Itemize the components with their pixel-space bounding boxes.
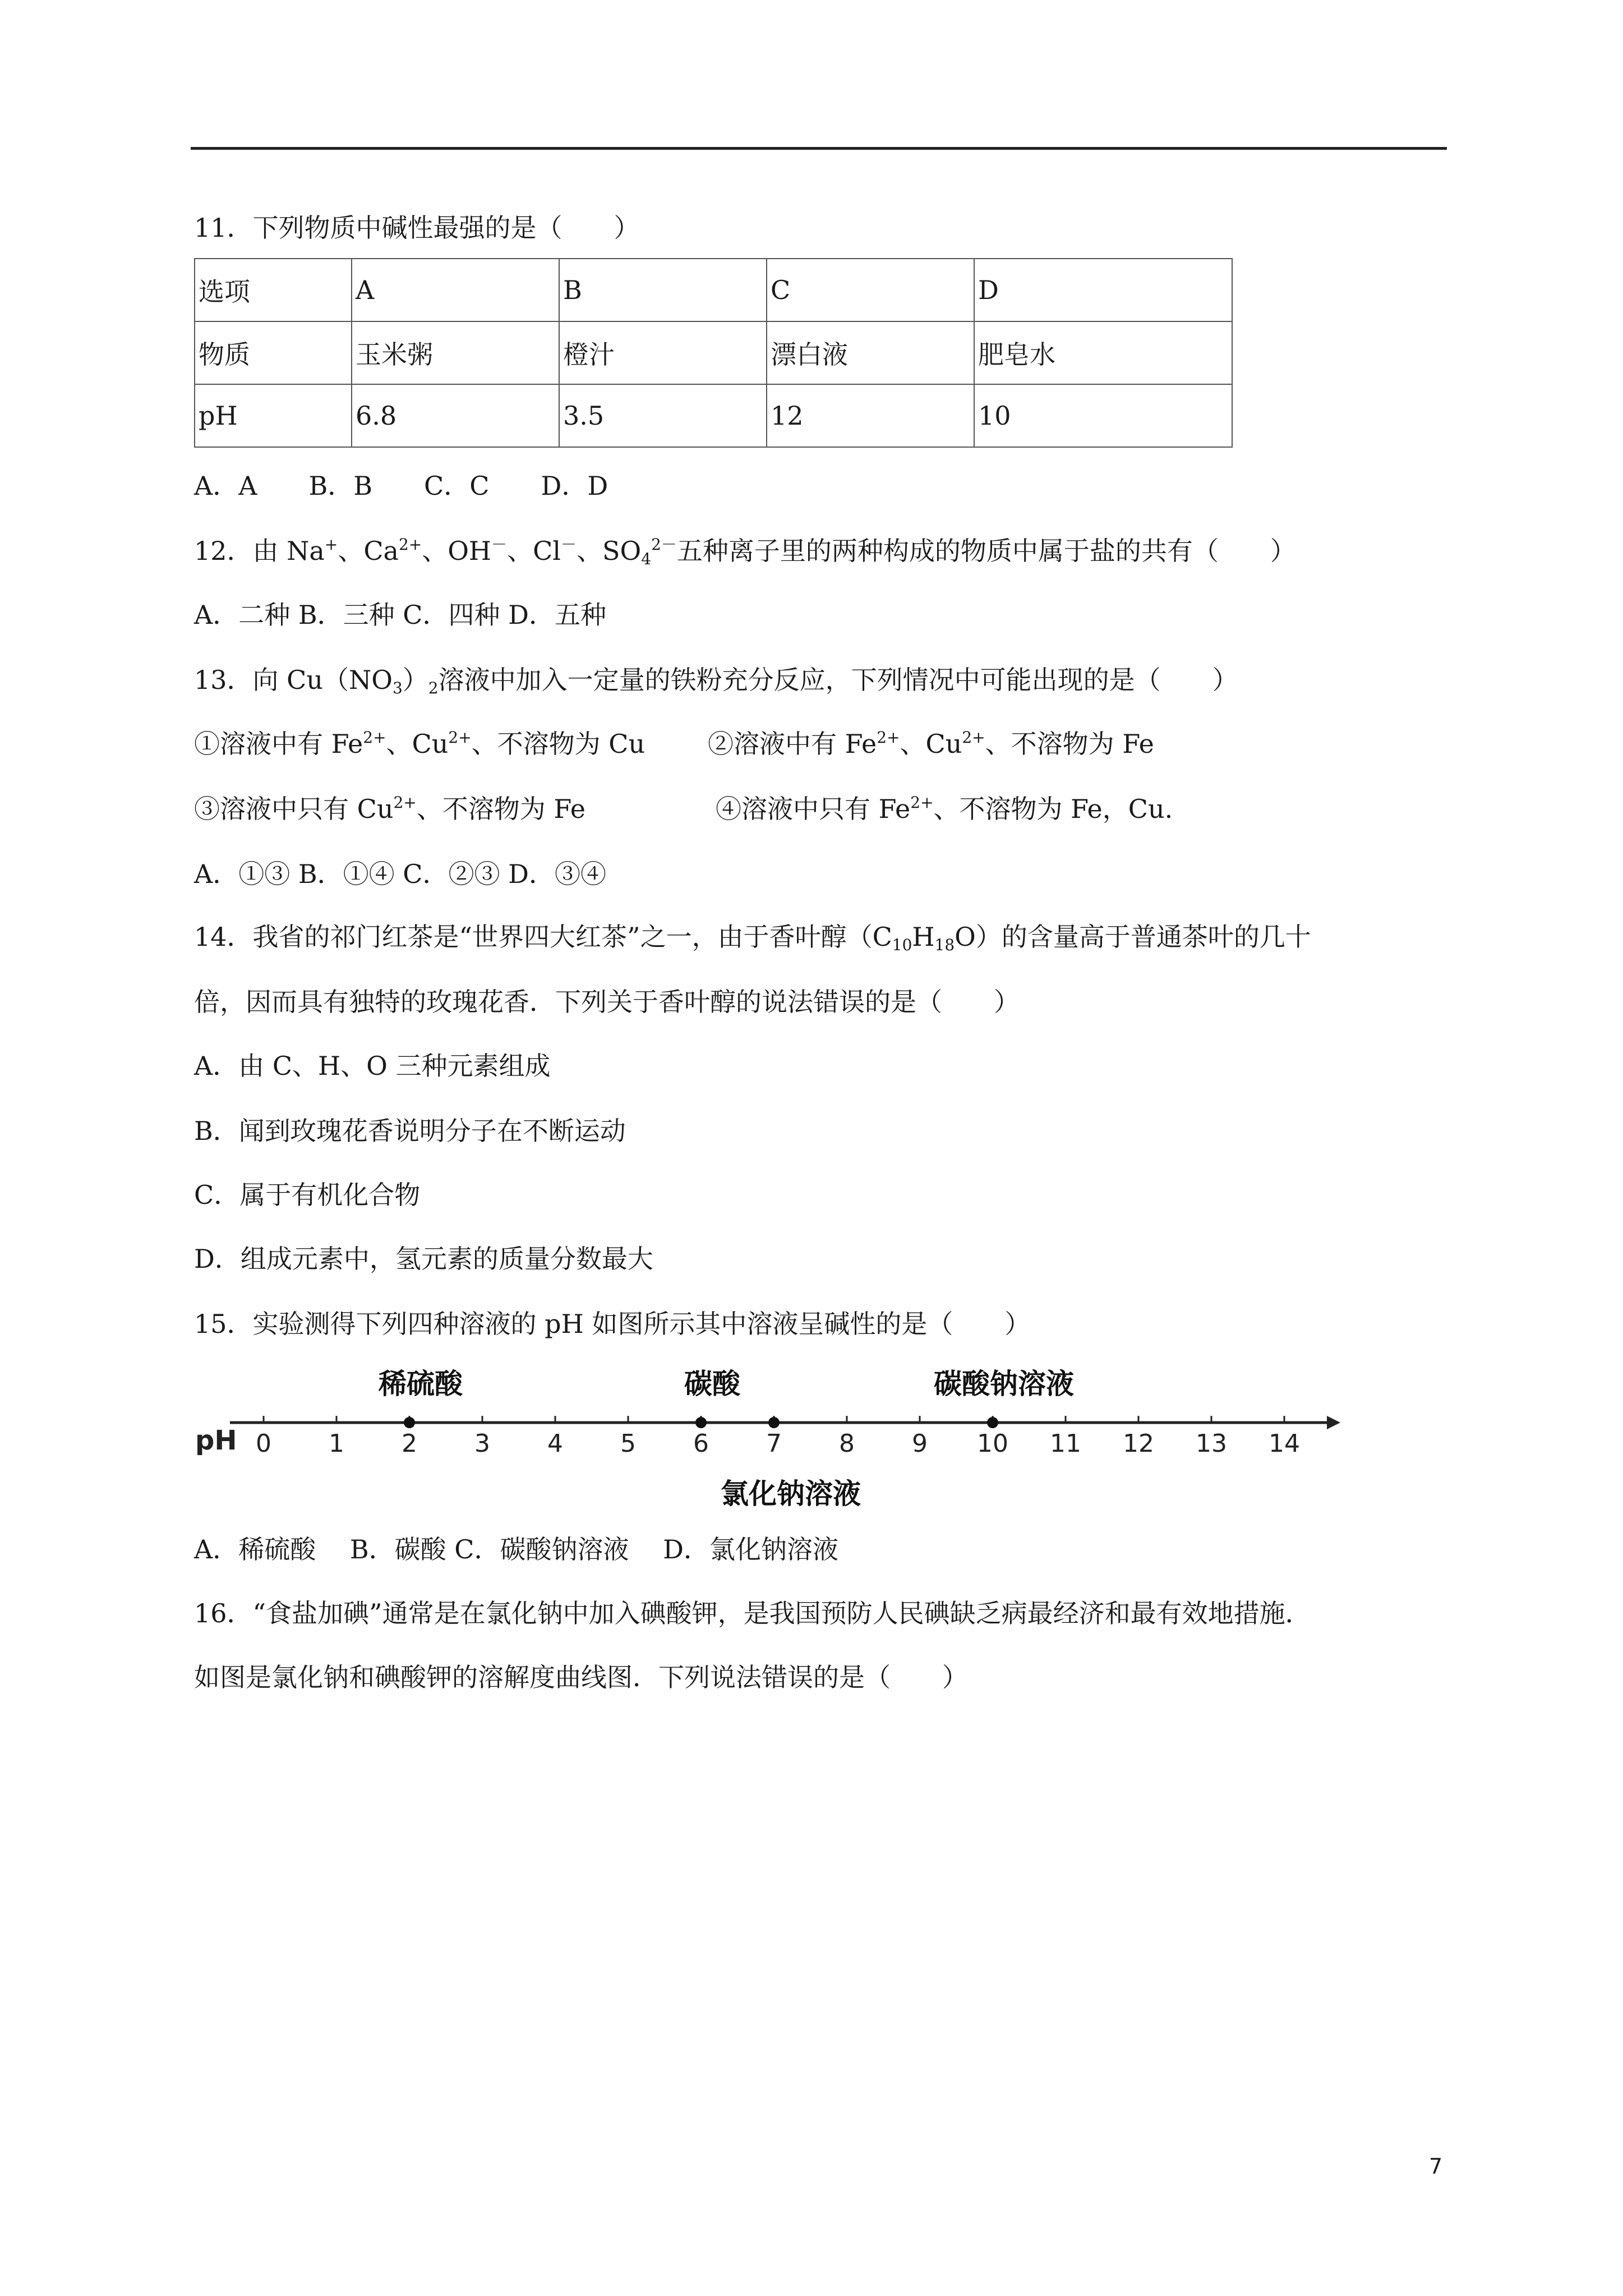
table-cell: 3.5: [559, 384, 767, 447]
ph-tick-label: 12: [1123, 1429, 1154, 1458]
ph-point-label: 碳酸: [684, 1368, 740, 1400]
superscript: 2+: [962, 728, 985, 747]
q15-stem: 15．实验测得下列四种溶液的 pH 如图所示其中溶液呈碱性的是（ ）: [194, 1309, 1031, 1339]
q13-statement-3: [194, 792, 585, 826]
table-row: [195, 321, 1232, 384]
table-cell: 选项: [195, 259, 352, 321]
ph-scale-figure: [191, 1356, 1346, 1519]
subscript: 10: [892, 936, 912, 954]
ph-tick-label: 9: [912, 1429, 928, 1458]
table-cell: 12: [767, 384, 974, 447]
superscript: +: [324, 535, 338, 554]
text-run: 五种离子里的两种构成的物质中属于盐的共有（ ）: [676, 536, 1296, 566]
ph-tick-label: 1: [329, 1429, 344, 1458]
ph-tick-label: 8: [839, 1429, 855, 1458]
ph-point-marker: [768, 1417, 780, 1428]
text-run: O）的含量高于普通茶叶的几十: [955, 922, 1311, 952]
subscript: 18: [934, 936, 955, 954]
header-rule: [191, 147, 1447, 150]
ph-point-label: 碳酸钠溶液: [934, 1368, 1074, 1400]
ph-point-label: 稀硫酸: [379, 1368, 463, 1400]
text-run: 、Cl: [507, 536, 561, 566]
superscript: －: [491, 535, 508, 554]
text-run: 、不溶物为 Fe: [416, 794, 585, 824]
text-run: 13．向 Cu（NO: [194, 665, 393, 695]
superscript: 2+: [877, 728, 900, 747]
ph-tick-label: 0: [256, 1429, 271, 1458]
text-run: ）: [402, 665, 428, 695]
ph-tick-label: 3: [474, 1429, 490, 1458]
q12-stem: [194, 534, 1296, 568]
table-cell: 10: [974, 384, 1232, 447]
q14-option-c: C．属于有机化合物: [194, 1180, 421, 1210]
ph-axis-arrow: [1327, 1416, 1340, 1429]
q13-statement-4: [716, 792, 1173, 826]
superscript: 2－: [651, 535, 677, 554]
subscript: 2: [428, 679, 439, 697]
table-cell: 橙汁: [559, 321, 767, 384]
superscript: 2+: [393, 793, 417, 812]
subscript: 3: [392, 679, 403, 697]
table-cell: 玉米粥: [352, 321, 559, 384]
q15-options: A．稀硫酸 B．碳酸 C．碳酸钠溶液 D．氯化钠溶液: [194, 1534, 838, 1565]
table-cell: A: [352, 259, 559, 321]
superscript: 2+: [363, 728, 386, 747]
subscript: 4: [641, 550, 652, 568]
ph-tick-label: 6: [693, 1429, 709, 1458]
text-run: 14．我省的祁门红茶是“世界四大红茶”之一，由于香叶醇（C: [194, 922, 892, 952]
text-run: 、不溶物为 Fe，Cu.: [933, 794, 1173, 824]
superscript: 2+: [910, 793, 934, 812]
text-run: 、不溶物为 Fe: [985, 729, 1154, 759]
q11-options: A．A B．B C．C D．D: [194, 471, 608, 501]
text-run: 、Cu: [900, 729, 962, 759]
text-run: ③溶液中只有 Cu: [194, 794, 394, 824]
q13-statement-1: [194, 727, 645, 761]
text-run: H: [912, 922, 935, 952]
ph-tick-label: 14: [1269, 1429, 1300, 1458]
q13-stem: [194, 663, 1238, 697]
text-run: ①溶液中有 Fe: [194, 729, 363, 759]
ph-point-marker: [695, 1417, 707, 1428]
table-cell: 6.8: [352, 384, 559, 447]
ph-tick-label: 13: [1196, 1429, 1227, 1458]
q16-stem: 16．“食盐加碘”通常是在氯化钠中加入碘酸钾，是我国预防人民碘缺乏病最经济和最有效地措施．: [194, 1598, 1311, 1628]
superscript: 2+: [448, 728, 472, 747]
q14-option-a: A．由 C、H、O 三种元素组成: [194, 1051, 551, 1081]
ph-tick-label: 10: [977, 1429, 1008, 1458]
page-number: 7: [1429, 2154, 1443, 2179]
text-run: 、不溶物为 Cu: [471, 729, 645, 759]
table-cell: D: [974, 259, 1232, 321]
ph-tick-label: 5: [620, 1429, 636, 1458]
table-row: [195, 259, 1232, 321]
q13-statement-2: [708, 727, 1154, 761]
superscript: －: [560, 535, 577, 554]
table-cell: 漂白液: [767, 321, 974, 384]
ph-point-label: 氯化钠溶液: [721, 1478, 861, 1510]
text-run: 12．由 Na: [194, 536, 325, 566]
ph-tick-label: 2: [402, 1429, 417, 1458]
ph-axis-label: pH: [195, 1425, 237, 1456]
text-run: 溶液中加入一定量的铁粉充分反应，下列情况中可能出现的是（ ）: [438, 665, 1238, 695]
text-run: 、SO: [577, 536, 642, 566]
q13-options: A．①③ B．①④ C．②③ D．③④: [194, 859, 606, 889]
q12-options: A．二种 B．三种 C．四种 D．五种: [194, 600, 606, 630]
table-cell: B: [559, 259, 767, 321]
ph-point-marker: [987, 1417, 998, 1428]
text-run: ②溶液中有 Fe: [708, 729, 877, 759]
ph-tick-label: 7: [766, 1429, 782, 1458]
table-cell: 物质: [195, 321, 352, 384]
ph-scale-svg: [191, 1356, 1346, 1519]
table-cell: 肥皂水: [974, 321, 1232, 384]
table-cell: C: [767, 259, 974, 321]
table-cell: pH: [195, 384, 352, 447]
text-run: ④溶液中只有 Fe: [716, 794, 911, 824]
q14-stem-line2: 倍，因而具有独特的玫瑰花香．下列关于香叶醇的说法错误的是（ ）: [194, 987, 1020, 1017]
table-row: [195, 384, 1232, 447]
q14-option-b: B．闻到玫瑰花香说明分子在不断运动: [194, 1116, 626, 1146]
q14-stem: [194, 920, 1311, 954]
superscript: 2+: [398, 535, 422, 554]
ph-point-marker: [404, 1417, 415, 1428]
text-run: 、Ca: [338, 536, 399, 566]
ph-tick-label: 4: [547, 1429, 563, 1458]
q11-table: [194, 258, 1233, 448]
q14-option-d: D．组成元素中，氢元素的质量分数最大: [194, 1244, 653, 1274]
q11-stem: 11．下列物质中碱性最强的是（ ）: [194, 213, 640, 243]
q16-stem-line2: 如图是氯化钠和碘酸钾的溶解度曲线图．下列说法错误的是（ ）: [194, 1662, 968, 1692]
ph-tick-label: 11: [1050, 1429, 1081, 1458]
text-run: 、OH: [422, 536, 492, 566]
text-run: 、Cu: [386, 729, 449, 759]
